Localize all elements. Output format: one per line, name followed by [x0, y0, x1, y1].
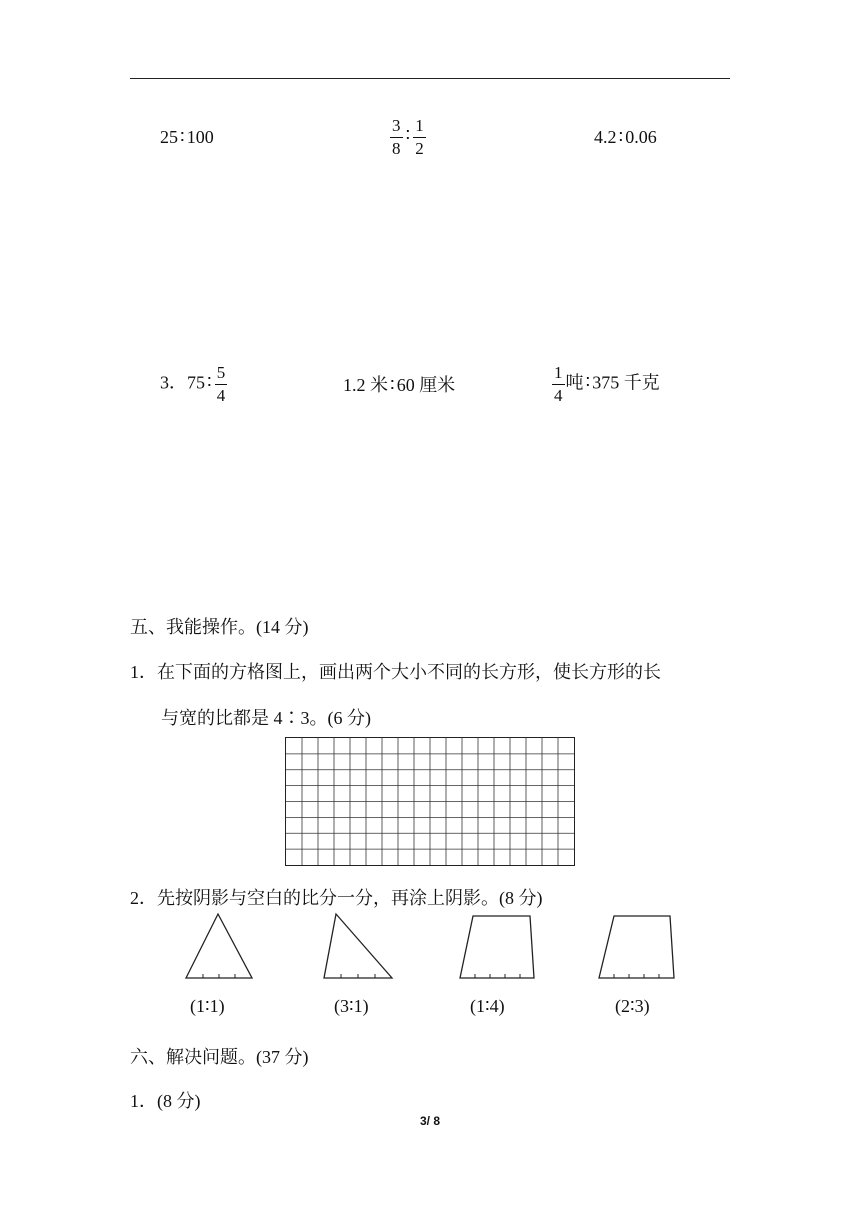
- square-grid[interactable]: [285, 737, 575, 866]
- shape-ratio-2: (3∶1): [334, 996, 369, 1016]
- question-1-line-1: 1．在下面的方格图上，画出两个大小不同的长方形，使长方形的长: [130, 662, 661, 682]
- ratio-ton-kilogram: $\frac{1}{4}$ 吨 ∶ 375 千克: [554, 363, 660, 405]
- section-5-title: 五、我能操作。(14 分): [130, 617, 309, 637]
- fraction: $\frac{5}{4}$: [216, 363, 226, 405]
- fraction: $\frac{1}{2}$: [415, 116, 424, 158]
- question-2: 2．先按阴影与空白的比分一分，再涂上阴影。(8 分): [130, 888, 543, 908]
- header-rule: [130, 78, 730, 79]
- ratio-4.2-0.06: 4.2 ∶ 0.06: [594, 127, 657, 147]
- grid-lines: [286, 738, 574, 865]
- shape-ratio-3: (1∶4): [470, 996, 505, 1016]
- trapezoid-shape-1[interactable]: [458, 912, 536, 980]
- ratio-meter-centimeter: 1.2 米 ∶ 60 厘米: [343, 375, 456, 395]
- trapezoid-shape-2[interactable]: [597, 912, 677, 980]
- question-1-line-2: 与宽的比都是 4∶3。(6 分): [161, 708, 371, 728]
- ratio-75-5-4: 3．75 ∶ $\frac{5}{4}$: [160, 363, 226, 405]
- page-number: 3/ 8: [419, 1114, 440, 1128]
- section-6-title: 六、解决问题。(37 分): [130, 1047, 309, 1067]
- shape-ratio-4: (2∶3): [615, 996, 650, 1016]
- ratio-fraction-3-8-1-2: $\frac{3}{8}$ ∶ $\frac{1}{2}$: [392, 116, 424, 158]
- fraction: $\frac{3}{8}$: [392, 116, 401, 158]
- right-triangle-shape[interactable]: [322, 912, 394, 980]
- fraction: $\frac{1}{4}$: [554, 363, 563, 405]
- section-6-question-1: 1．(8 分): [130, 1091, 201, 1111]
- ratio-25-100: 25 ∶ 100: [160, 127, 214, 147]
- shape-ratio-1: (1∶1): [190, 996, 225, 1016]
- triangle-shape[interactable]: [184, 912, 254, 980]
